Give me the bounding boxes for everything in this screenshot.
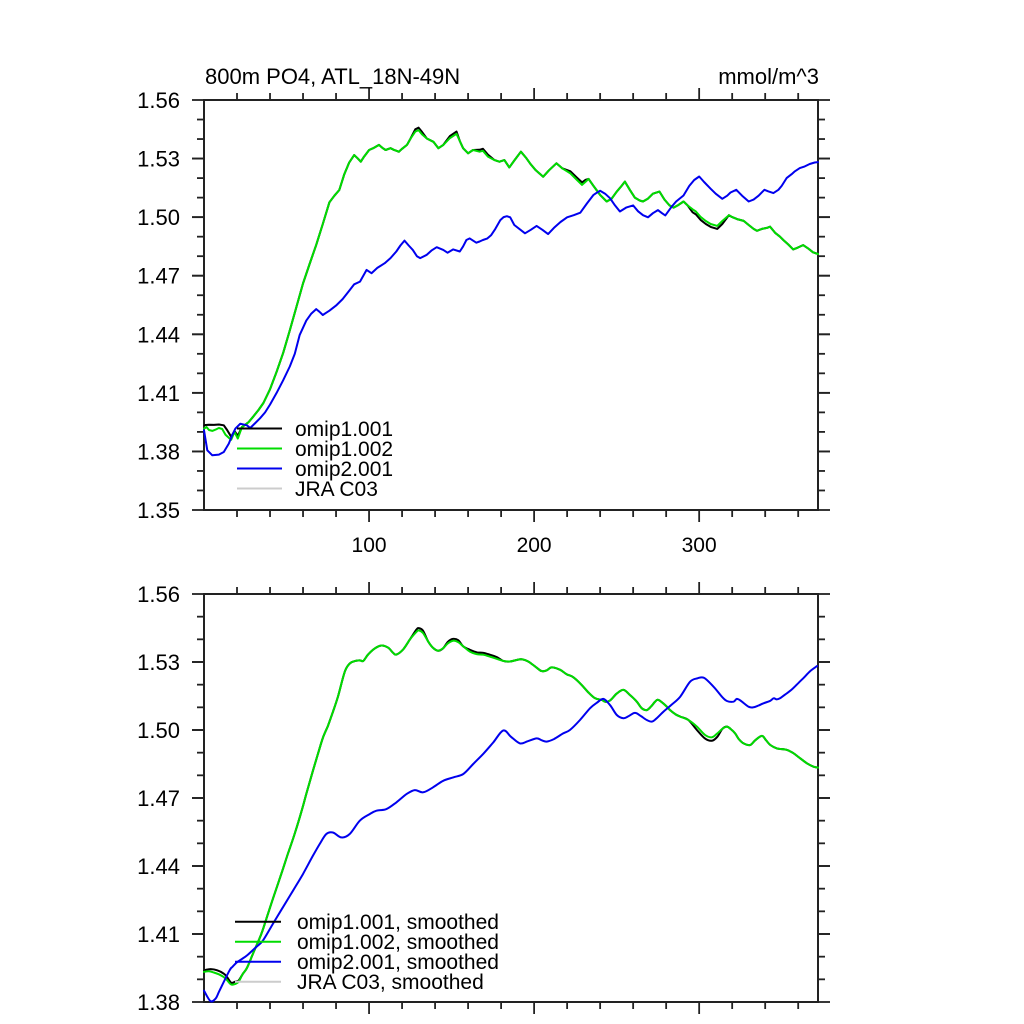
y-tick-label-1.53: 1.53 — [137, 650, 180, 675]
series-line-omip1-002 — [204, 130, 818, 440]
y-tick-label-1.53: 1.53 — [137, 146, 180, 172]
legend-top — [237, 418, 393, 501]
legend-label-omip1-002-smoothed: omip1.002, smoothed — [297, 931, 499, 954]
y-tick-label-1.56: 1.56 — [137, 582, 180, 607]
series-line-jra-c03 — [204, 128, 818, 437]
x-tick-label-200: 200 — [516, 534, 552, 557]
y-tick-label-1.47: 1.47 — [137, 263, 180, 289]
y-tick-label-1.56: 1.56 — [137, 88, 180, 113]
series-line-omip2-001-smoothed — [204, 666, 817, 1001]
legend-label-jra-c03-smoothed: JRA C03, smoothed — [297, 971, 484, 994]
legend-label-omip1-001-smoothed: omip1.001, smoothed — [297, 911, 499, 934]
legend-label-omip1-002: omip1.002 — [295, 438, 394, 461]
x-tick-label-300: 300 — [681, 534, 717, 557]
y-tick-label-1.50: 1.50 — [137, 205, 180, 231]
chart-title: 800m PO4, ATL_18N-49N — [205, 64, 461, 89]
y-tick-label-1.50: 1.50 — [137, 718, 180, 743]
legend-label-omip1-001: omip1.001 — [295, 418, 394, 441]
y-tick-label-1.38: 1.38 — [137, 439, 180, 465]
legend-label-omip2-001: omip2.001 — [295, 458, 394, 481]
y-tick-label-1.41: 1.41 — [137, 922, 180, 947]
units-label: mmol/m^3 — [718, 64, 819, 89]
legend-label-jra-c03: JRA C03 — [295, 478, 378, 501]
series-line-omip1-001 — [204, 128, 818, 437]
y-tick-label-1.44: 1.44 — [137, 322, 180, 348]
legend-label-omip2-001-smoothed: omip2.001, smoothed — [297, 951, 499, 974]
y-tick-label-1.38: 1.38 — [137, 990, 180, 1015]
legend-bottom — [235, 911, 499, 994]
y-tick-label-1.41: 1.41 — [137, 380, 180, 406]
y-tick-label-1.44: 1.44 — [137, 854, 180, 879]
x-tick-label-100: 100 — [351, 534, 387, 557]
y-tick-label-1.47: 1.47 — [137, 786, 180, 811]
y-tick-label-1.35: 1.35 — [137, 498, 180, 523]
plot-top-axes-and-curves — [137, 88, 830, 557]
